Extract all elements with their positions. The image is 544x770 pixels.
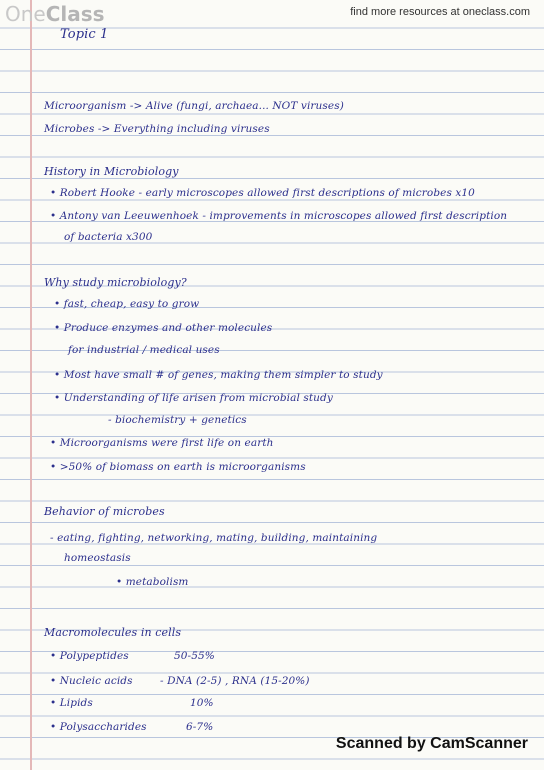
note-line: for industrial / medical uses [68, 344, 220, 356]
brand-class: Class [45, 2, 105, 26]
macro-value: - DNA (2-5) , RNA (15-20%) [160, 675, 310, 687]
page-title: Topic 1 [60, 27, 109, 42]
note-line: homeostasis [64, 552, 131, 564]
note-line: Microorganism -> Alive (fungi, archaea... NOT viruses) [44, 100, 344, 112]
section-heading: Why study microbiology? [44, 276, 187, 289]
section-heading: Behavior of microbes [44, 505, 165, 518]
macro-name: • Nucleic acids [50, 675, 133, 687]
section-heading: History in Microbiology [44, 165, 179, 178]
brand-tagline: find more resources at oneclass.com [350, 6, 530, 18]
macro-value: 10% [190, 697, 214, 709]
macro-value: 6-7% [186, 721, 214, 733]
note-line: Microbes -> Everything including viruses [44, 123, 270, 135]
margin-line [30, 0, 32, 770]
note-line: • >50% of biomass on earth is microorganisms [50, 461, 306, 473]
note-line: • Robert Hooke - early microscopes allowed first descriptions of microbes x10 [50, 187, 475, 199]
macro-name: • Polypeptides [50, 650, 129, 662]
note-line: - eating, fighting, networking, mating, building, maintaining [50, 532, 378, 544]
note-line: • fast, cheap, easy to grow [54, 298, 200, 310]
note-line: • Most have small # of genes, making them simpler to study [54, 369, 383, 381]
brand-one: One [5, 2, 46, 26]
note-line: of bacteria x300 [64, 231, 153, 243]
section-heading: Macromolecules in cells [44, 626, 182, 639]
brand-logo [5, 2, 105, 26]
note-line: • Microorganisms were first life on earth [50, 437, 274, 449]
macro-value: 50-55% [174, 650, 215, 662]
note-line: • Understanding of life arisen from microbial study [54, 392, 333, 404]
note-line: - biochemistry + genetics [108, 414, 247, 426]
note-line: • Antony van Leeuwenhoek - improvements in microscopes allowed first description [50, 210, 508, 222]
note-line: • metabolism [116, 576, 189, 588]
macro-name: • Lipids [50, 697, 93, 709]
note-line: • Produce enzymes and other molecules [54, 322, 273, 334]
macro-name: • Polysaccharides [50, 721, 147, 733]
scanner-watermark: Scanned by CamScanner [335, 735, 528, 752]
